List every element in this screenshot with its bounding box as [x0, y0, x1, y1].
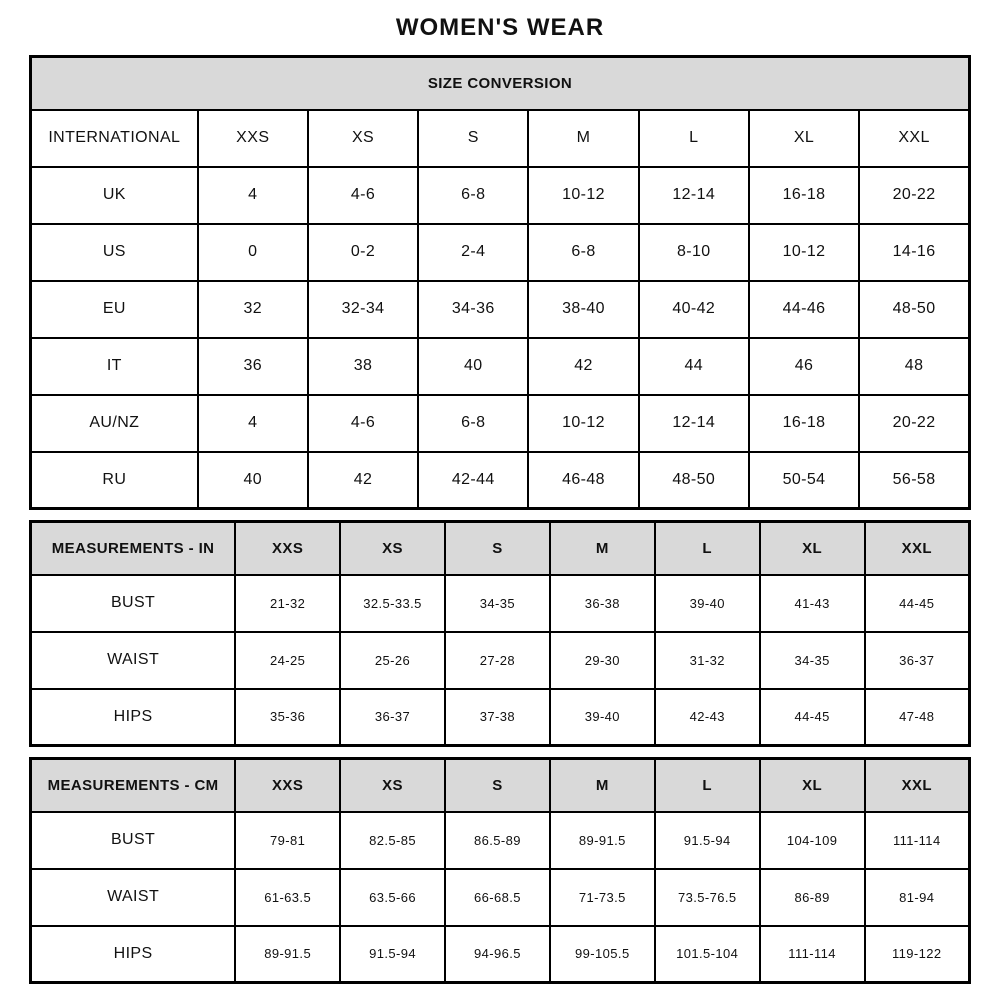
table-row-aunz [31, 395, 970, 452]
measurement-cell: 111-114 [865, 812, 970, 869]
measurement-cell: 89-91.5 [550, 812, 655, 869]
size-cell: 48-50 [639, 452, 749, 509]
measurement-cell: 34-35 [445, 575, 550, 632]
table-row-it [31, 338, 970, 395]
size-cell: 42 [528, 338, 638, 395]
size-cell: 32 [198, 281, 308, 338]
size-header-s: S [445, 759, 550, 812]
measurement-cell: 34-35 [760, 632, 865, 689]
size-cell: 44-46 [749, 281, 859, 338]
row-label: AU/NZ [31, 395, 198, 452]
column-header-s: S [418, 110, 528, 167]
measurement-cell: 81-94 [865, 869, 970, 926]
size-cell: 12-14 [639, 167, 749, 224]
measurement-cell: 37-38 [445, 689, 550, 746]
measurements-in-header: MEASUREMENTS - IN [31, 522, 236, 575]
size-cell: 4-6 [308, 395, 418, 452]
size-conversion-header: SIZE CONVERSION [31, 57, 970, 110]
size-cell: 16-18 [749, 167, 859, 224]
page-title: WOMEN'S WEAR [395, 14, 605, 41]
measurement-cell: 36-38 [550, 575, 655, 632]
table-row-bust-cm [31, 812, 970, 869]
measurement-cell: 104-109 [760, 812, 865, 869]
column-header-international: INTERNATIONAL [31, 110, 198, 167]
size-cell: 46-48 [528, 452, 638, 509]
column-header-xl: XL [749, 110, 859, 167]
size-conversion-columns-row [31, 110, 970, 167]
measurement-cell: 27-28 [445, 632, 550, 689]
size-conversion-table [29, 55, 971, 510]
size-cell: 42-44 [418, 452, 528, 509]
measurement-cell: 99-105.5 [550, 926, 655, 983]
row-label: BUST [31, 812, 236, 869]
measurements-cm-header-row [31, 759, 970, 812]
measurement-cell: 29-30 [550, 632, 655, 689]
measurement-cell: 63.5-66 [340, 869, 445, 926]
size-cell: 12-14 [639, 395, 749, 452]
size-cell: 42 [308, 452, 418, 509]
size-cell: 14-16 [859, 224, 969, 281]
row-label: WAIST [31, 632, 236, 689]
size-cell: 50-54 [749, 452, 859, 509]
size-header-xs: XS [340, 522, 445, 575]
size-cell: 4 [198, 167, 308, 224]
measurement-cell: 119-122 [865, 926, 970, 983]
row-label: HIPS [31, 689, 236, 746]
size-cell: 40-42 [639, 281, 749, 338]
measurement-cell: 35-36 [235, 689, 340, 746]
size-header-l: L [655, 522, 760, 575]
size-cell: 4 [198, 395, 308, 452]
size-header-xxs: XXS [235, 522, 340, 575]
table-row-waist-in [31, 632, 970, 689]
measurement-cell: 31-32 [655, 632, 760, 689]
table-row-hips-cm [31, 926, 970, 983]
size-header-xxl: XXL [865, 759, 970, 812]
measurement-cell: 89-91.5 [235, 926, 340, 983]
size-header-xl: XL [760, 522, 865, 575]
measurement-cell: 21-32 [235, 575, 340, 632]
measurement-cell: 44-45 [865, 575, 970, 632]
size-cell: 10-12 [528, 395, 638, 452]
size-cell: 10-12 [749, 224, 859, 281]
measurement-cell: 36-37 [340, 689, 445, 746]
size-cell: 0 [198, 224, 308, 281]
row-label: UK [31, 167, 198, 224]
measurement-cell: 82.5-85 [340, 812, 445, 869]
measurement-cell: 24-25 [235, 632, 340, 689]
size-cell: 36 [198, 338, 308, 395]
row-label: US [31, 224, 198, 281]
size-cell: 2-4 [418, 224, 528, 281]
size-header-xxl: XXL [865, 522, 970, 575]
size-cell: 38 [308, 338, 418, 395]
size-cell: 0-2 [308, 224, 418, 281]
row-label: BUST [31, 575, 236, 632]
size-cell: 40 [198, 452, 308, 509]
row-label: HIPS [31, 926, 236, 983]
row-label: RU [31, 452, 198, 509]
measurement-cell: 101.5-104 [655, 926, 760, 983]
table-row-uk [31, 167, 970, 224]
measurement-cell: 25-26 [340, 632, 445, 689]
size-header-xl: XL [760, 759, 865, 812]
column-header-xs: XS [308, 110, 418, 167]
size-cell: 20-22 [859, 395, 969, 452]
measurements-cm-table [29, 757, 971, 984]
measurement-cell: 91.5-94 [655, 812, 760, 869]
size-header-s: S [445, 522, 550, 575]
measurement-cell: 39-40 [550, 689, 655, 746]
column-header-l: L [639, 110, 749, 167]
measurements-in-header-row [31, 522, 970, 575]
size-cell: 6-8 [418, 395, 528, 452]
size-cell: 38-40 [528, 281, 638, 338]
measurement-cell: 91.5-94 [340, 926, 445, 983]
size-cell: 16-18 [749, 395, 859, 452]
table-row-eu [31, 281, 970, 338]
measurement-cell: 111-114 [760, 926, 865, 983]
measurement-cell: 86.5-89 [445, 812, 550, 869]
row-label: IT [31, 338, 198, 395]
size-cell: 4-6 [308, 167, 418, 224]
size-cell: 6-8 [528, 224, 638, 281]
size-cell: 56-58 [859, 452, 969, 509]
measurement-cell: 42-43 [655, 689, 760, 746]
measurement-cell: 44-45 [760, 689, 865, 746]
size-cell: 44 [639, 338, 749, 395]
measurement-cell: 36-37 [865, 632, 970, 689]
column-header-xxl: XXL [859, 110, 969, 167]
measurement-cell: 79-81 [235, 812, 340, 869]
size-cell: 20-22 [859, 167, 969, 224]
measurement-cell: 94-96.5 [445, 926, 550, 983]
size-cell: 40 [418, 338, 528, 395]
size-cell: 48-50 [859, 281, 969, 338]
measurements-cm-header: MEASUREMENTS - CM [31, 759, 236, 812]
size-conversion-header-row [31, 57, 970, 110]
size-cell: 8-10 [639, 224, 749, 281]
table-row-waist-cm [31, 869, 970, 926]
size-cell: 34-36 [418, 281, 528, 338]
measurement-cell: 32.5-33.5 [340, 575, 445, 632]
size-header-xs: XS [340, 759, 445, 812]
size-cell: 48 [859, 338, 969, 395]
measurement-cell: 73.5-76.5 [655, 869, 760, 926]
table-row-us [31, 224, 970, 281]
row-label: WAIST [31, 869, 236, 926]
column-header-m: M [528, 110, 638, 167]
size-cell: 32-34 [308, 281, 418, 338]
table-row-hips-in [31, 689, 970, 746]
size-header-l: L [655, 759, 760, 812]
measurements-in-table [29, 520, 971, 747]
table-row-ru [31, 452, 970, 509]
table-row-bust-in [31, 575, 970, 632]
measurement-cell: 66-68.5 [445, 869, 550, 926]
size-header-m: M [550, 759, 655, 812]
measurement-cell: 61-63.5 [235, 869, 340, 926]
size-header-m: M [550, 522, 655, 575]
size-header-xxs: XXS [235, 759, 340, 812]
size-cell: 6-8 [418, 167, 528, 224]
measurement-cell: 39-40 [655, 575, 760, 632]
measurement-cell: 47-48 [865, 689, 970, 746]
row-label: EU [31, 281, 198, 338]
measurement-cell: 86-89 [760, 869, 865, 926]
measurement-cell: 71-73.5 [550, 869, 655, 926]
measurement-cell: 41-43 [760, 575, 865, 632]
size-cell: 10-12 [528, 167, 638, 224]
size-cell: 46 [749, 338, 859, 395]
column-header-xxs: XXS [198, 110, 308, 167]
